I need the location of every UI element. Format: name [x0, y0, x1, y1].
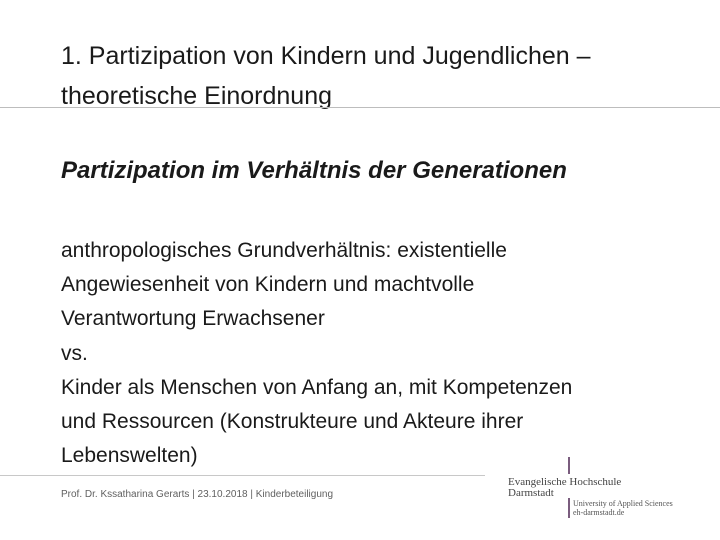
body-line-2: Angewiesenheit von Kindern und machtvolle	[61, 273, 475, 297]
body-line-7: Lebenswelten)	[61, 444, 198, 468]
logo-sub-line-2: eh-darmstadt.de	[573, 508, 625, 517]
title-divider	[0, 107, 720, 108]
logo-accent-bar-top	[568, 457, 570, 474]
logo-name-line-1: Evangelische Hochschule	[508, 476, 622, 488]
body-line-1: anthropologisches Grundverhältnis: existentielle	[61, 239, 507, 262]
title-line-1: 1. Partizipation von Kindern und Jugendlichen –	[61, 42, 591, 70]
slide-body	[61, 234, 701, 473]
logo-name	[508, 477, 621, 499]
footer-divider	[0, 475, 485, 476]
logo-sub-line-1: University of Applied Sciences	[573, 499, 673, 508]
footer-text: Prof. Dr. Kssatharina Gerarts | 23.10.2018 | Kinderbeteiligung	[61, 489, 334, 500]
body-line-3: Verantwortung Erwachsener	[61, 307, 325, 331]
logo-name-line-2: Darmstadt	[508, 487, 554, 499]
body-line-5: Kinder als Menschen von Anfang an, mit Kompetenzen	[61, 375, 573, 399]
logo-accent-bar-bottom	[568, 498, 570, 518]
university-logo	[508, 455, 713, 535]
logo-subtitle	[573, 499, 673, 517]
title-line-2: theoretische Einordnung	[61, 82, 333, 110]
body-line-6: und Ressourcen (Konstrukteure und Akteure ihrer	[61, 410, 524, 434]
slide-subtitle: Partizipation im Verhältnis der Generationen	[61, 157, 567, 184]
body-line-4: vs.	[61, 341, 88, 365]
slide-title	[61, 36, 711, 116]
